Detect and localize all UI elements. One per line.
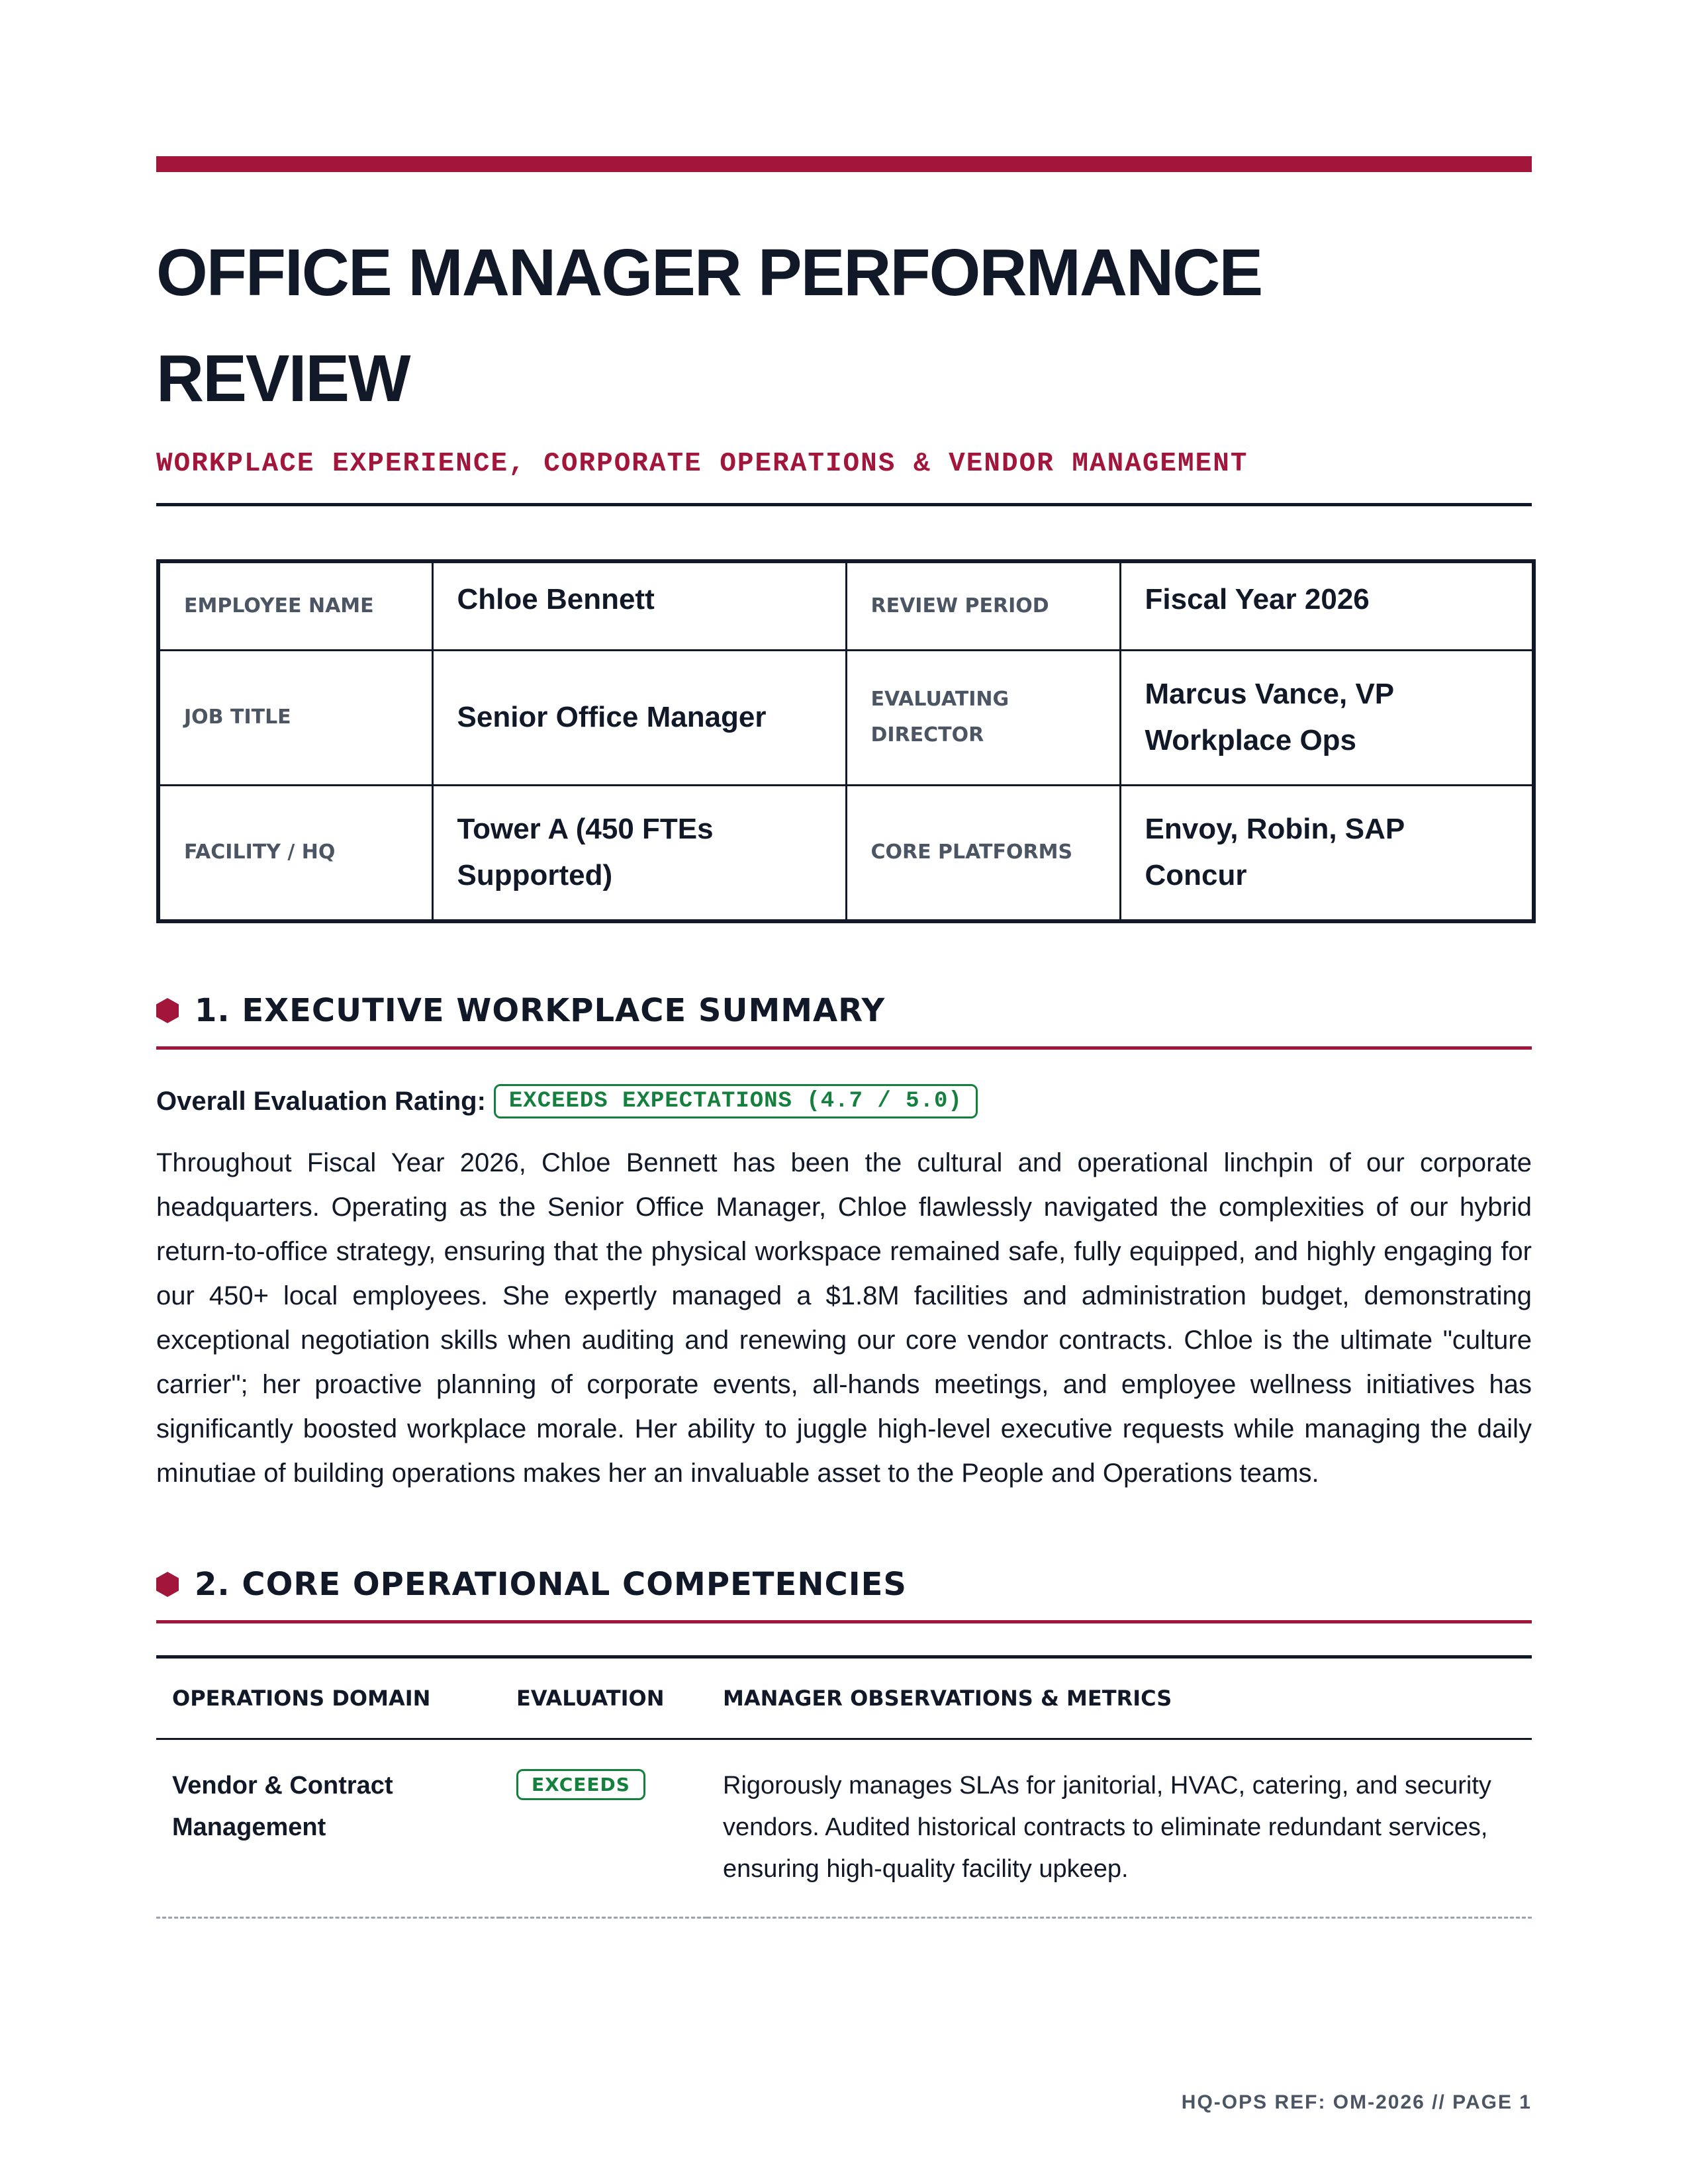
section-heading [156,992,1532,1029]
observations-cell: Rigorously manages SLAs for janitorial, HVAC, catering, and security vendors. Audited historical contracts to eliminate redundant services, ensuring high-quality facility upkeep. [707,1739,1532,1918]
section-divider [156,1046,1532,1050]
page-footer: HQ-OPS REF: OM-2026 // PAGE 1 [1181,2091,1532,2113]
overall-rating [156,1084,1532,1118]
competencies-section [156,1566,1532,1919]
column-header: OPERATIONS DOMAIN [156,1657,500,1739]
hexagon-bullet-icon [156,1572,179,1597]
info-label-cell [846,561,1120,650]
review-period-value: Fiscal Year 2026 [1145,583,1370,615]
competencies-table [156,1655,1532,1919]
hexagon-bullet-icon [156,998,179,1023]
info-label-cell [158,650,432,785]
facility-value: Tower A (450 FTEs Supported) [457,813,714,892]
page-subtitle: WORKPLACE EXPERIENCE, CORPORATE OPERATIONS & VENDOR MANAGEMENT [156,449,1248,479]
facility-label: FACILITY / HQ [184,841,336,864]
info-value-cell [432,561,846,650]
column-header: MANAGER OBSERVATIONS & METRICS [707,1657,1532,1739]
title-divider [156,503,1532,506]
table-row [156,1739,1532,1918]
info-value-cell [1120,785,1534,921]
domain-cell: Vendor & Contract Management [156,1739,500,1918]
evaluation-badge: EXCEEDS [516,1769,645,1800]
section-heading-text: 1. EXECUTIVE WORKPLACE SUMMARY [195,992,886,1029]
employee-info-table [156,559,1536,923]
evaluating-director-value: Marcus Vance, VP Workplace Ops [1145,678,1394,756]
document-page [156,156,1532,1919]
info-row [158,650,1534,785]
summary-paragraph: Throughout Fiscal Year 2026, Chloe Bennett has been the cultural and operational linchpin of our corporate headquarters. Operating as the Senior Office Manager, Chloe flawlessly navigated the complexities of our hybrid return-to-office strategy, ensuring that the physical workspace remained safe, fully equipped, and highly engaging for our 450+ local employees. She expertly managed a $1.8M facilities and administration budget, demonstrating exceptional negotiation skills when auditing and renewing our core vendor contracts. Chloe is the ultimate "culture carrier"; her proactive planning of corporate events, all-hands meetings, and employee wellness initiatives has significantly boosted workplace morale. Her ability to juggle high-level executive requests while managing the daily minutiae of building operations makes her an invaluable asset to the People and Operations teams. [156,1148,1532,1488]
info-label-cell [846,650,1120,785]
column-header: EVALUATION [500,1657,707,1739]
info-value-cell [432,785,846,921]
info-value-cell [1120,650,1534,785]
employee-name-value: Chloe Bennett [457,583,655,615]
review-period-label: REVIEW PERIOD [870,594,1049,617]
info-value-cell [432,650,846,785]
section-divider [156,1620,1532,1623]
info-value-cell [1120,561,1534,650]
section-heading-text: 2. CORE OPERATIONAL COMPETENCIES [195,1566,907,1603]
job-title-label: JOB TITLE [184,705,291,729]
core-platforms-value: Envoy, Robin, SAP Concur [1145,813,1405,892]
info-label-cell [158,561,432,650]
info-row [158,561,1534,650]
job-title-value: Senior Office Manager [457,701,767,733]
info-row [158,785,1534,921]
page-title: OFFICE MANAGER PERFORMANCE REVIEW [156,236,1262,416]
evaluating-director-label: EVALUATING DIRECTOR [870,688,1009,747]
section-heading [156,1566,1532,1603]
rating-label: Overall Evaluation Rating: [156,1086,486,1116]
info-label-cell [158,785,432,921]
table-header-row [156,1657,1532,1739]
evaluation-cell [500,1739,707,1918]
top-accent-bar [156,156,1532,172]
info-label-cell [846,785,1120,921]
executive-summary-section [156,992,1532,1496]
core-platforms-label: CORE PLATFORMS [870,841,1073,864]
employee-name-label: EMPLOYEE NAME [184,594,374,617]
rating-badge: EXCEEDS EXPECTATIONS (4.7 / 5.0) [494,1084,978,1118]
